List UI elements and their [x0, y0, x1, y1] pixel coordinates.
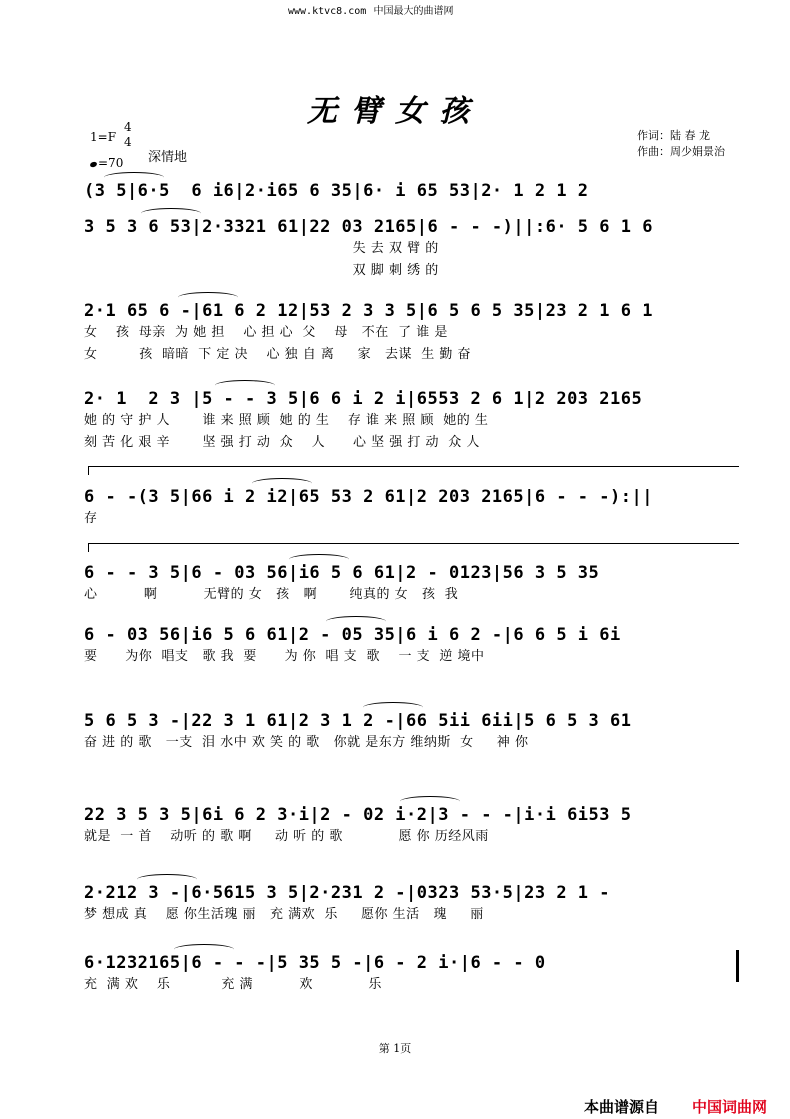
lyric-line: 存 — [84, 511, 98, 526]
composer: 作曲：周少娟景治 — [637, 145, 725, 158]
tempo-value: =70 — [98, 156, 124, 170]
lyric-line: 失 去 双 臂 的 — [84, 241, 439, 256]
lyric-line: 女 孩 暗暗 下 定 决 心 独 自 离 家 去谋 生 勤 奋 — [84, 347, 471, 362]
notation-line: 3 5 3 6 53|2·3321 61|22 03 2165|6 - - -)||:6· 5 6 1 6 — [84, 217, 653, 237]
volta-bracket — [88, 543, 739, 552]
volta-bracket — [88, 466, 739, 475]
notation-line: 2·1 65 6 -|61 6 2 12|53 2 3 3 5|6 5 6 5 35|23 2 1 6 1 — [84, 301, 653, 321]
time-signature — [124, 120, 132, 150]
song-title: 无臂女孩 — [307, 94, 483, 129]
expression-marking: 深情地 — [148, 150, 188, 165]
credits — [637, 128, 725, 160]
notation-line: 6 - 03 56|i6 5 6 61|2 - 05 35|6 i 6 2 -|6 6 5 i 6i — [84, 625, 621, 645]
lyric-line: 就是 一 首 动听 的 歌 啊 动 听 的 歌 愿 你 历经风雨 — [84, 829, 489, 844]
notation-line: 6 - - 3 5|6 - 03 56|i6 5 6 61|2 - 0123|56 3 5 35 — [84, 563, 600, 583]
lyric-line: 双 脚 刺 绣 的 — [84, 263, 439, 278]
notation-line: (3 5|6·5 6 i6|2·i65 6 35|6· i 65 53|2· 1 2 1 2 — [84, 181, 589, 201]
lyric-line: 刻 苦 化 艰 辛 坚 强 打 动 众 人 心 坚 强 打 动 众 人 — [84, 435, 480, 450]
notation-line: 2·212 3 -|6·5615 3 5|2·231 2 -|0323 53·5|23 2 1 - — [84, 883, 611, 903]
slur-mark — [363, 702, 423, 713]
page-number: 第 1页 — [378, 1042, 412, 1055]
quarter-note-icon — [89, 161, 97, 168]
lyric-line: 心 啊 无臂的 女 孩 啊 纯真的 女 孩 我 — [84, 587, 459, 602]
site-header — [288, 2, 453, 17]
lyric-line: 女 孩 母亲 为 她 担 心 担 心 父 母 不在 了 谁 是 — [84, 325, 448, 340]
footer-source-label: 本曲谱源自 — [584, 1098, 660, 1116]
slur-mark — [215, 380, 275, 391]
key-signature: 1=F — [90, 130, 117, 144]
slur-mark — [104, 172, 164, 183]
site-name: 中国最大的曲谱网 — [373, 6, 454, 17]
lyric-line: 梦 想成 真 愿 你生活瑰 丽 充 满欢 乐 愿你 生活 瑰 丽 — [84, 907, 484, 922]
notation-line: 6 - -(3 5|66 i 2 i2|65 53 2 61|2 203 2165|6 - - -):|| — [84, 487, 653, 507]
slur-mark — [289, 554, 349, 565]
time-bottom: 4 — [124, 135, 132, 149]
tempo-marking — [90, 156, 123, 170]
lyric-line: 要 为你 唱支 歌 我 要 为 你 唱 支 歌 一 支 逆 境中 — [84, 649, 485, 664]
notation-line: 22 3 5 3 5|6i 6 2 3·i|2 - 02 i·2|3 - - -|i·i 6i53 5 — [84, 805, 632, 825]
notation-line: 5 6 5 3 -|22 3 1 61|2 3 1 2 -|66 5ii 6ii|5 6 5 3 61 — [84, 711, 632, 731]
site-url[interactable]: www.ktvc8.com — [288, 6, 367, 17]
slur-mark — [326, 616, 386, 627]
footer-site-link[interactable]: 中国词曲网 — [692, 1098, 768, 1116]
notation-line: 6·1232165|6 - - -|5 35 5 -|6 - 2 i·|6 - - 0 — [84, 953, 546, 973]
lyric-line: 她 的 守 护 人 谁 来 照 顾 她 的 生 存 谁 来 照 顾 她的 生 — [84, 413, 489, 428]
lyricist: 作词：陆 春 龙 — [637, 129, 710, 142]
slur-mark — [178, 292, 238, 303]
slur-mark — [400, 796, 460, 807]
notation-line: 2· 1 2 3 |5 - - 3 5|6 6 i 2 i|6553 2 6 1|2 203 2165 — [84, 389, 643, 409]
time-top: 4 — [124, 120, 132, 134]
slur-mark — [141, 208, 201, 219]
lyric-line: 奋 进 的 歌 一支 泪 水中 欢 笑 的 歌 你就 是东方 维纳斯 女 神 你 — [84, 735, 529, 750]
lyric-line: 充 满 欢 乐 充 满 欢 乐 — [84, 977, 382, 992]
slur-mark — [174, 944, 234, 955]
slur-mark — [252, 478, 312, 489]
final-barline — [736, 950, 739, 982]
slur-mark — [137, 874, 197, 885]
